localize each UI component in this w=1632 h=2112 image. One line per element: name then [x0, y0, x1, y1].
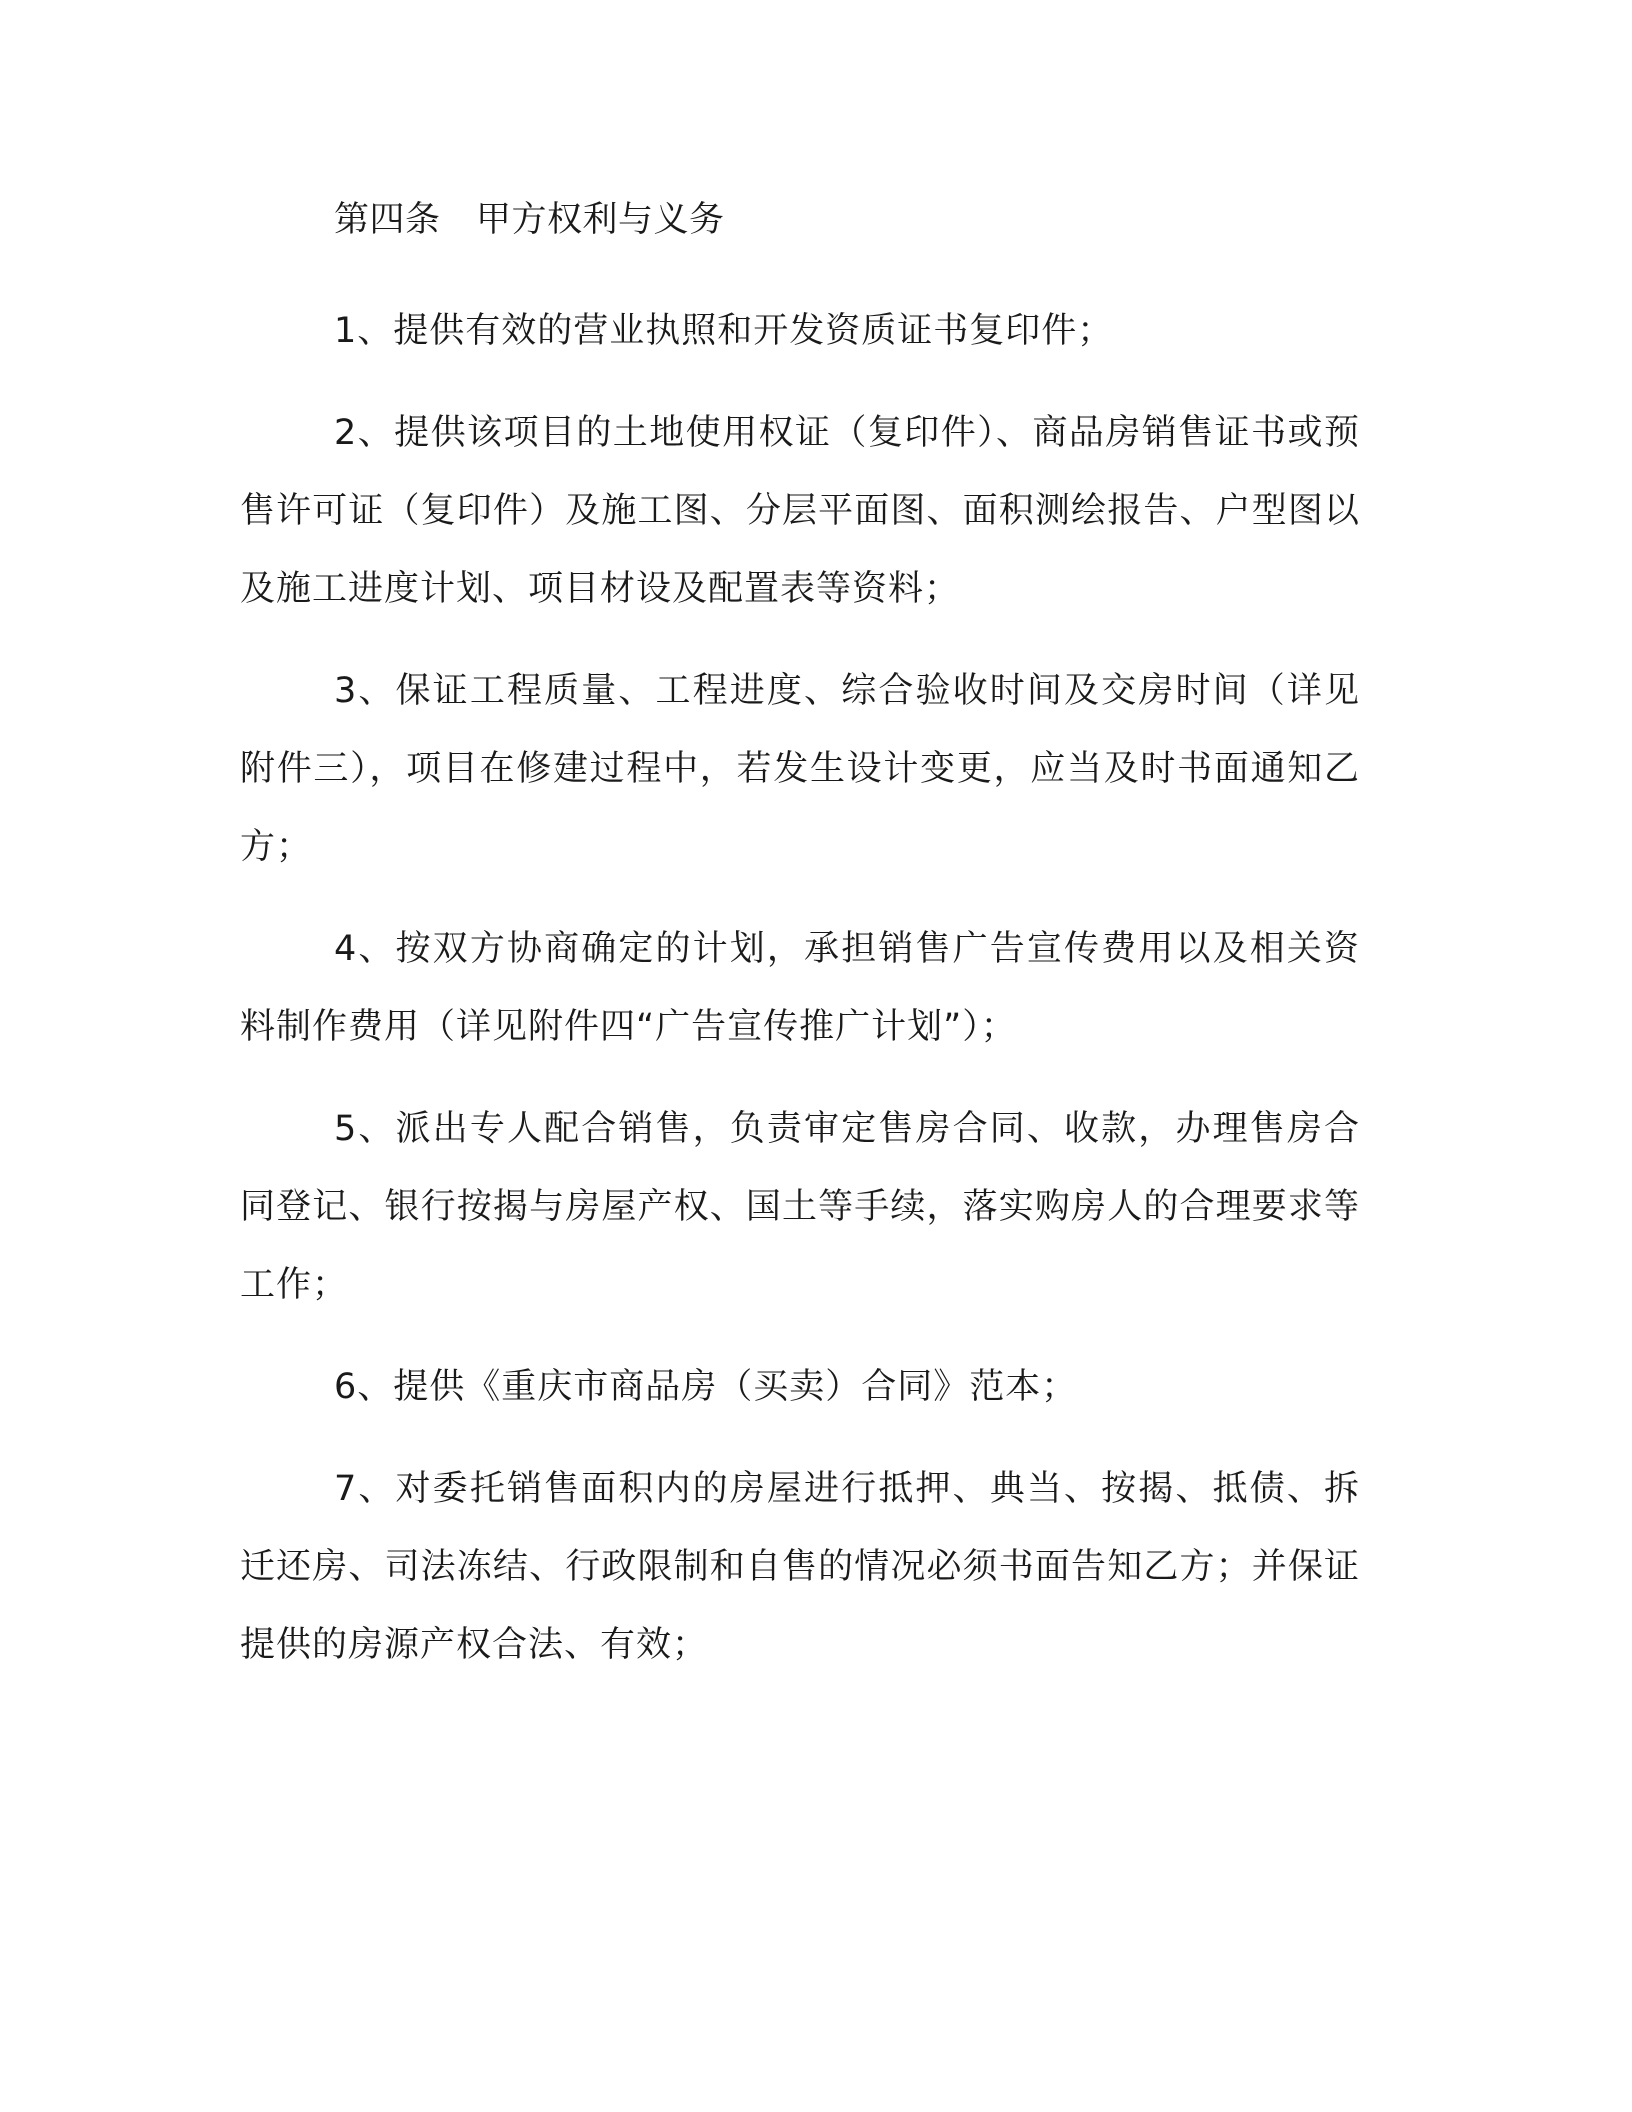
clause-5: 5、派出专人配合销售，负责审定售房合同、收款，办理售房合同登记、银行按揭与房屋产权、国土等手续，落实购房人的合理要求等工作； — [240, 1109, 1360, 1305]
clause-6: 6、提供《重庆市商品房（买卖）合同》范本； — [334, 1367, 1078, 1407]
clause-3: 3、保证工程质量、工程进度、综合验收时间及交房时间（详见附件三），项目在修建过程中，若发生设计变更，应当及时书面通知乙方； — [240, 671, 1360, 867]
clause-4: 4、按双方协商确定的计划，承担销售广告宣传费用以及相关资料制作费用（详见附件四“广告宣传推广计划”）； — [240, 929, 1360, 1047]
clause-7: 7、对委托销售面积内的房屋进行抵押、典当、按揭、抵债、拆迁还房、司法冻结、行政限制和自售的情况必须书面告知乙方；并保证提供的房源产权合法、有效； — [240, 1469, 1360, 1665]
article-body — [240, 190, 1360, 1708]
article-heading: 第四条 甲方权利与义务 — [334, 200, 725, 240]
clause-1: 1、提供有效的营业执照和开发资质证书复印件； — [334, 311, 1114, 351]
clause-2: 2、提供该项目的土地使用权证（复印件）、商品房销售证书或预售许可证（复印件）及施工图、分层平面图、面积测绘报告、户型图以及施工进度计划、项目材设及配置表等资料； — [240, 413, 1360, 609]
